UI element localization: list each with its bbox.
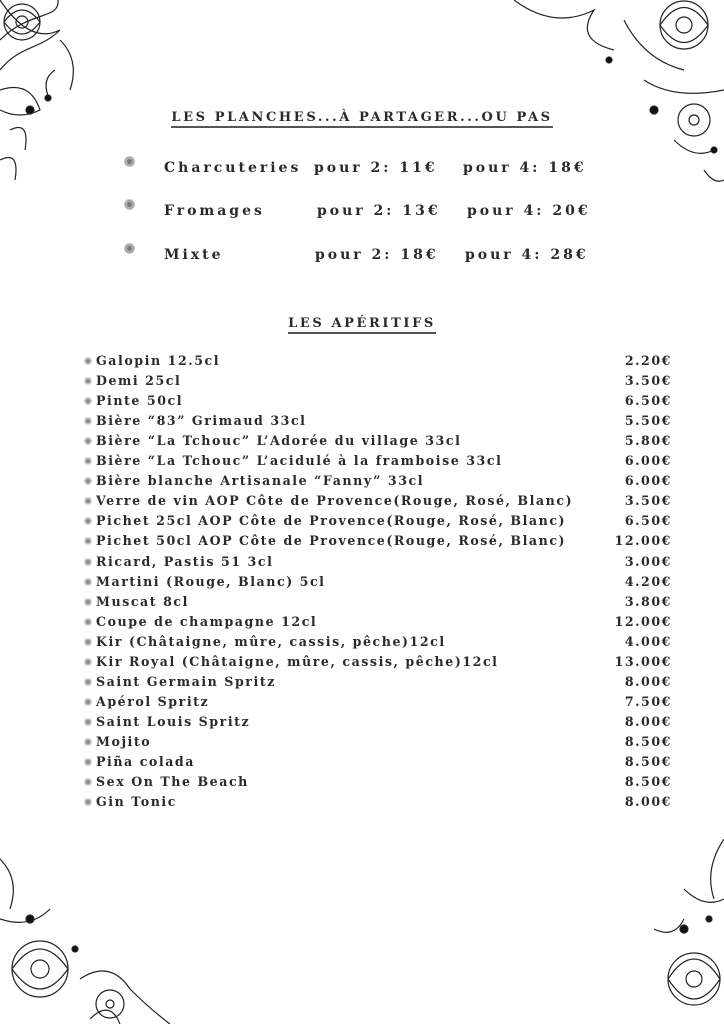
- bullet-icon: [84, 698, 92, 706]
- bullet-icon: [84, 638, 92, 646]
- bullet-icon: [84, 537, 92, 545]
- item-price: 5.50€: [624, 413, 672, 429]
- menu-item: [84, 554, 672, 574]
- floral-decoration-top-left: [0, 0, 120, 190]
- menu-item: [84, 574, 672, 594]
- bullet-icon: [84, 798, 92, 806]
- floral-decoration-bottom-right: [624, 839, 724, 1024]
- menu-item: [84, 694, 672, 714]
- bullet-icon: [84, 517, 92, 525]
- item-name: Coupe de champagne 12cl: [96, 613, 318, 629]
- menu-item: [84, 393, 672, 413]
- item-price: 5.80€: [624, 433, 672, 449]
- item-price: 3.50€: [624, 493, 672, 509]
- bullet-icon: [124, 199, 135, 210]
- item-name: Apérol Spritz: [96, 693, 210, 709]
- item-price: 13.00€: [614, 653, 672, 669]
- floral-decoration-bottom-left: [0, 839, 170, 1024]
- item-price: 6.50€: [624, 513, 672, 529]
- item-price: 12.00€: [614, 613, 672, 629]
- item-name: Bière blanche Artisanale “Fanny” 33cl: [96, 473, 425, 489]
- item-price: 6.00€: [624, 473, 672, 489]
- bullet-icon: [84, 417, 92, 425]
- section-title-aperitifs: LES APÉRITIFS: [0, 316, 724, 331]
- menu-item: [84, 794, 672, 814]
- section-title-planches: LES PLANCHES...À PARTAGER...OU PAS: [0, 110, 724, 125]
- bullet-icon: [84, 598, 92, 606]
- item-name: Kir (Châtaigne, mûre, cassis, pêche)12cl: [96, 633, 446, 649]
- bullet-icon: [84, 658, 92, 666]
- item-name: Verre de vin AOP Côte de Provence(Rouge, Rosé, Blanc): [96, 493, 574, 509]
- bullet-icon: [84, 558, 92, 566]
- menu-item: [84, 654, 672, 674]
- item-price: 8.00€: [624, 713, 672, 729]
- item-name: Pichet 50cl AOP Côte de Provence(Rouge, Rosé, Blanc): [96, 533, 567, 549]
- item-price: 7.50€: [624, 693, 672, 709]
- item-price: 8.50€: [624, 774, 672, 790]
- item-price: 3.80€: [624, 593, 672, 609]
- menu-item: [84, 413, 672, 433]
- item-name: Muscat 8cl: [96, 593, 189, 609]
- bullet-icon: [84, 357, 92, 365]
- item-name: Ricard, Pastis 51 3cl: [96, 553, 274, 569]
- menu-item: [84, 634, 672, 654]
- menu-item: [84, 734, 672, 754]
- item-price: 6.50€: [624, 393, 672, 409]
- bullet-icon: [84, 497, 92, 505]
- bullet-icon: [84, 477, 92, 485]
- bullet-icon: [84, 678, 92, 686]
- bullet-icon: [84, 457, 92, 465]
- item-price: 4.20€: [624, 573, 672, 589]
- menu-item: [84, 754, 672, 774]
- menu-item: [84, 674, 672, 694]
- bullet-icon: [124, 156, 135, 167]
- menu-item: [84, 533, 672, 553]
- item-name: Martini (Rouge, Blanc) 5cl: [96, 573, 326, 589]
- menu-item: [84, 493, 672, 513]
- item-price: 4.00€: [624, 633, 672, 649]
- item-price: 8.50€: [624, 754, 672, 769]
- item-name: Pinte 50cl: [96, 393, 184, 409]
- item-name: Mojito: [96, 733, 152, 749]
- item-name: Sex On The Beach: [96, 774, 249, 790]
- item-name: Saint Germain Spritz: [96, 673, 276, 689]
- bullet-icon: [124, 243, 135, 254]
- item-name: Bière “83” Grimaud 33cl: [96, 413, 307, 429]
- menu-item: [84, 714, 672, 734]
- item-name: Pichet 25cl AOP Côte de Provence(Rouge, Rosé, Blanc): [96, 513, 567, 529]
- menu-item: [84, 453, 672, 473]
- item-price: 8.50€: [624, 733, 672, 749]
- menu-item: [84, 774, 672, 794]
- menu-item: [84, 433, 672, 453]
- menu-item: [84, 373, 672, 393]
- item-price: 12.00€: [614, 533, 672, 549]
- bullet-icon: [84, 618, 92, 626]
- item-price: 8.00€: [624, 794, 672, 810]
- item-name: Gin Tonic: [96, 794, 177, 810]
- item-price: 3.50€: [624, 373, 672, 389]
- menu-item: [84, 513, 672, 533]
- bullet-icon: [84, 377, 92, 385]
- menu-item: [84, 353, 672, 373]
- item-name: Demi 25cl: [96, 373, 182, 389]
- bullet-icon: [84, 738, 92, 746]
- item-price: 3.00€: [624, 553, 672, 569]
- bullet-icon: [84, 718, 92, 726]
- item-price: 6.00€: [624, 453, 672, 469]
- item-name: Bière “La Tchouc” L’Adorée du village 33cl: [96, 433, 462, 449]
- item-name: Kir Royal (Châtaigne, mûre, cassis, pêche)12cl: [96, 653, 499, 669]
- bullet-icon: [84, 437, 92, 445]
- item-price: 2.20€: [624, 353, 672, 368]
- menu-item: [84, 594, 672, 614]
- bullet-icon: [84, 578, 92, 586]
- item-price: 8.00€: [624, 673, 672, 689]
- item-name: Saint Louis Spritz: [96, 713, 251, 729]
- item-name: Bière “La Tchouc” L’acidulé à la framboise 33cl: [96, 453, 503, 469]
- menu-item: [84, 614, 672, 634]
- bullet-icon: [84, 397, 92, 405]
- menu-item: [84, 473, 672, 493]
- bullet-icon: [84, 758, 92, 766]
- bullet-icon: [84, 778, 92, 786]
- item-name: Galopin 12.5cl: [96, 353, 221, 368]
- item-name: Piña colada: [96, 754, 195, 769]
